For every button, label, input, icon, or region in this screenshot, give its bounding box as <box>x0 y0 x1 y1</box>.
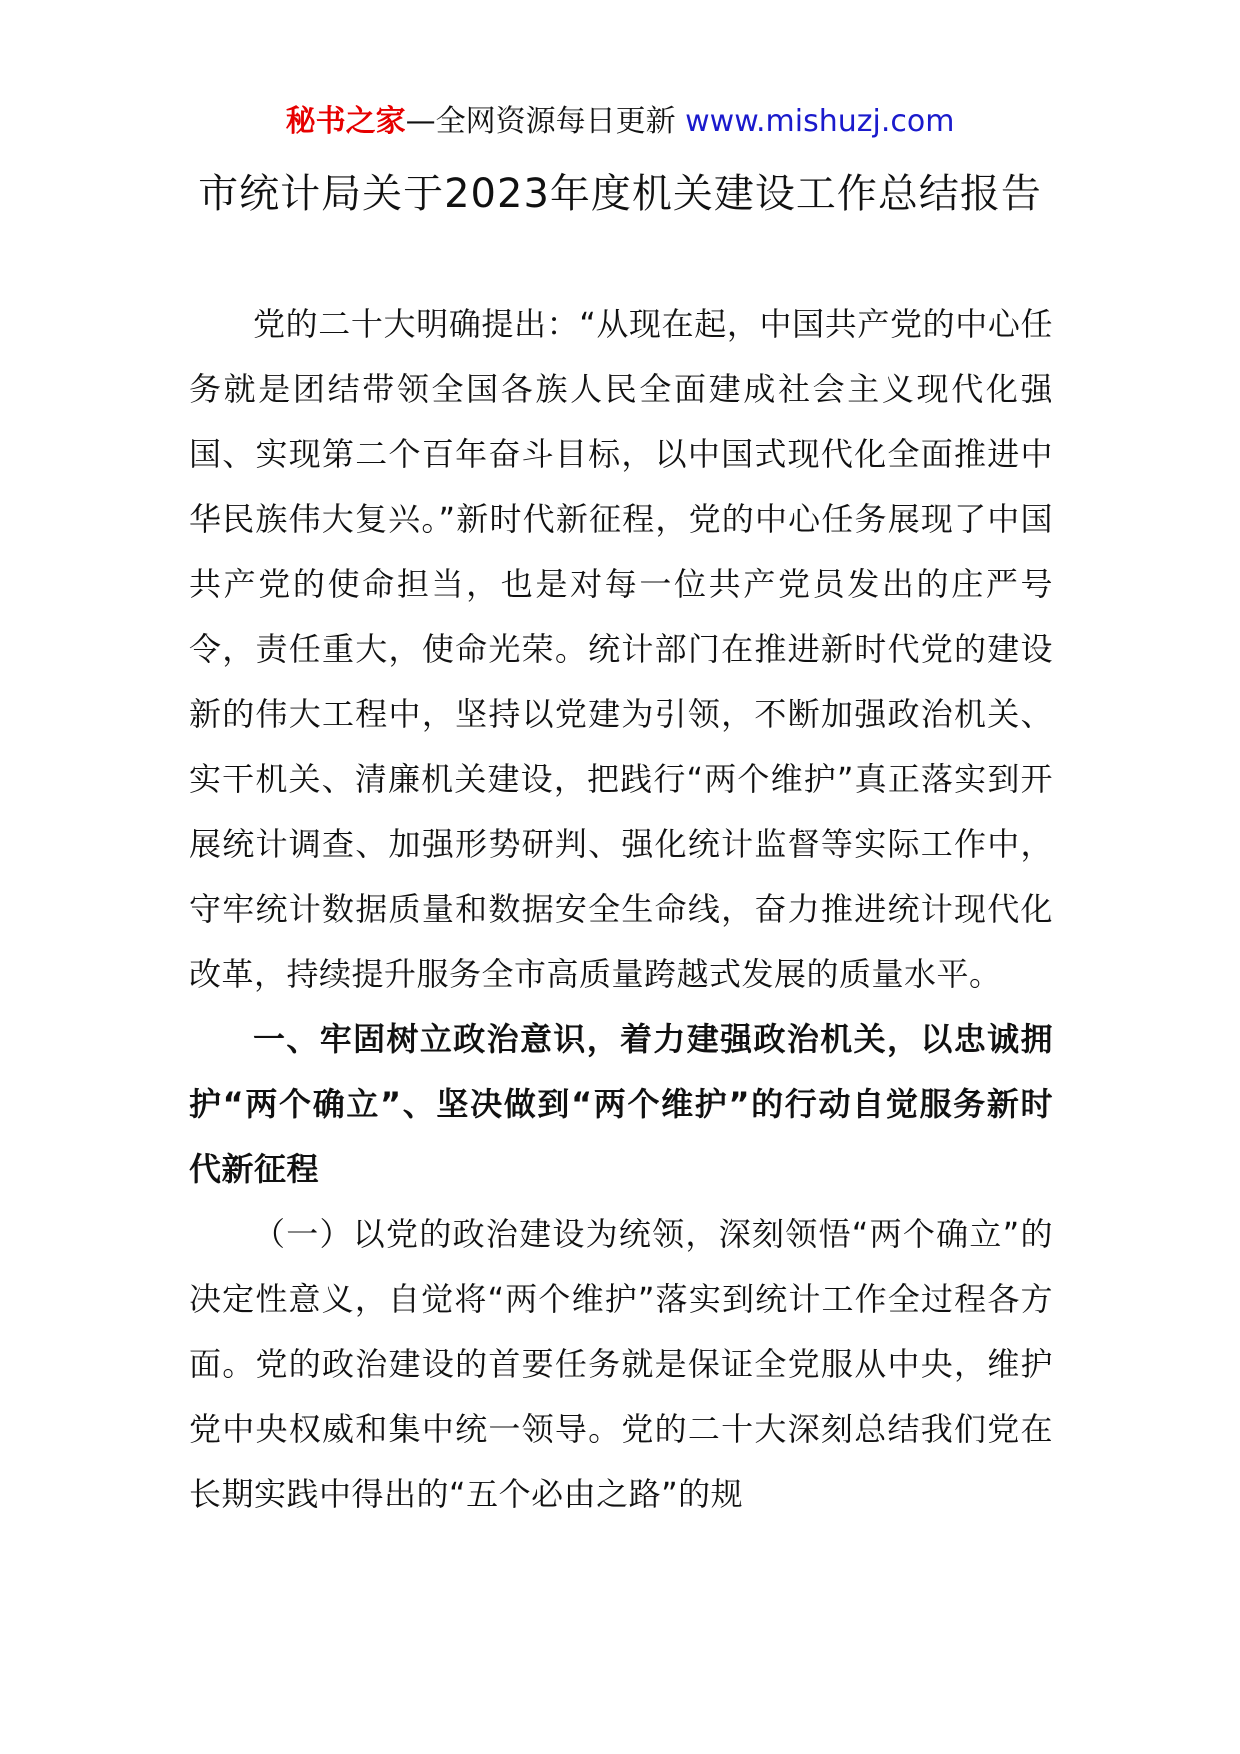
site-url-link[interactable]: www.mishuzj.com <box>685 104 955 139</box>
document-body <box>189 292 1053 1527</box>
header-slogan: —全网资源每日更新 <box>405 104 686 139</box>
brand-name: 秘书之家 <box>285 104 406 139</box>
document-title: 市统计局关于2023年度机关建设工作总结报告 <box>198 171 1042 217</box>
section-heading-1: 一、牢固树立政治意识，着力建强政治机关，以忠诚拥护“两个确立”、坚决做到“两个维护”的行动自觉服务新时代新征程 <box>189 1020 1053 1188</box>
subsection-paragraph-1: （一）以党的政治建设为统领，深刻领悟“两个确立”的决定性意义，自觉将“两个维护”落实到统计工作全过程各方面。党的政治建设的首要任务就是保证全党服从中央，维护党中央权威和集中统一领导。党的二十大深刻总结我们党在长期实践中得出的“五个必由之路”的规 <box>189 1215 1053 1513</box>
site-header <box>0 100 1240 144</box>
intro-paragraph: 党的二十大明确提出：“从现在起，中国共产党的中心任务就是团结带领全国各族人民全面建成社会主义现代化强国、实现第二个百年奋斗目标，以中国式现代化全面推进中华民族伟大复兴。”新时代新征程，党的中心任务展现了中国共产党的使命担当，也是对每一位共产党员发出的庄严号令，责任重大，使命光荣。统计部门在推进新时代党的建设新的伟大工程中，坚持以党建为引领，不断加强政治机关、实干机关、清廉机关建设，把践行“两个维护”真正落实到开展统计调查、加强形势研判、强化统计监督等实际工作中，守牢统计数据质量和数据安全生命线，奋力推进统计现代化改革，持续提升服务全市高质量跨越式发展的质量水平。 <box>189 305 1053 993</box>
